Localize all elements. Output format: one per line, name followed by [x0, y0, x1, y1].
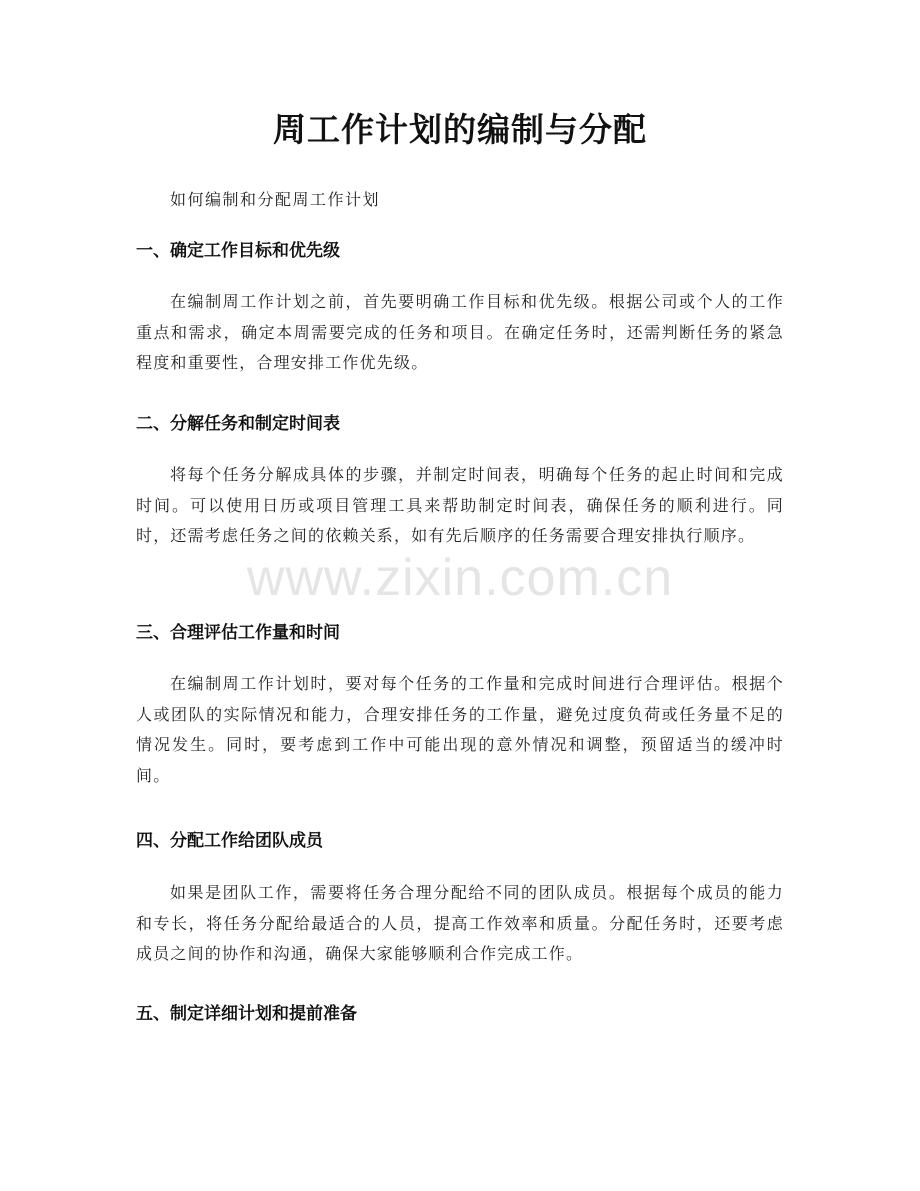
section-heading-3: 三、合理评估工作量和时间: [136, 623, 340, 643]
section-heading-4: 四、分配工作给团队成员: [136, 831, 323, 851]
section-paragraph-2: 将每个任务分解成具体的步骤，并制定时间表，明确每个任务的起止时间和完成时间。可以使用日历或项目管理工具来帮助制定时间表，确保任务的顺利进行。同时，还需考虑任务之间的依赖关系，如有先后顺序的任务需要合理安排执行顺序。: [136, 465, 784, 545]
document-subtitle: 如何编制和分配周工作计划: [170, 190, 381, 209]
section-heading-1: 一、确定工作目标和优先级: [136, 241, 340, 261]
document-title: 周工作计划的编制与分配: [273, 110, 647, 149]
section-heading-5: 五、制定详细计划和提前准备: [136, 1004, 357, 1024]
section-paragraph-3: 在编制周工作计划时，要对每个任务的工作量和完成时间进行合理评估。根据个人或团队的实际情况和能力，合理安排任务的工作量，避免过度负荷或任务量不足的情况发生。同时，要考虑到工作中可能出现的意外情况和调整，预留适当的缓冲时间。: [136, 674, 784, 785]
section-heading-2: 二、分解任务和制定时间表: [136, 414, 340, 434]
watermark: www.zixin.com.cn: [246, 549, 674, 607]
section-paragraph-1: 在编制周工作计划之前，首先要明确工作目标和优先级。根据公司或个人的工作重点和需求，确定本周需要完成的任务和项目。在确定任务时，还需判断任务的紧急程度和重要性，合理安排工作优先级。: [136, 292, 784, 372]
section-paragraph-4: 如果是团队工作，需要将任务合理分配给不同的团队成员。根据每个成员的能力和专长，将任务分配给最适合的人员，提高工作效率和质量。分配任务时，还要考虑成员之间的协作和沟通，确保大家能够顺利合作完成工作。: [136, 883, 784, 963]
